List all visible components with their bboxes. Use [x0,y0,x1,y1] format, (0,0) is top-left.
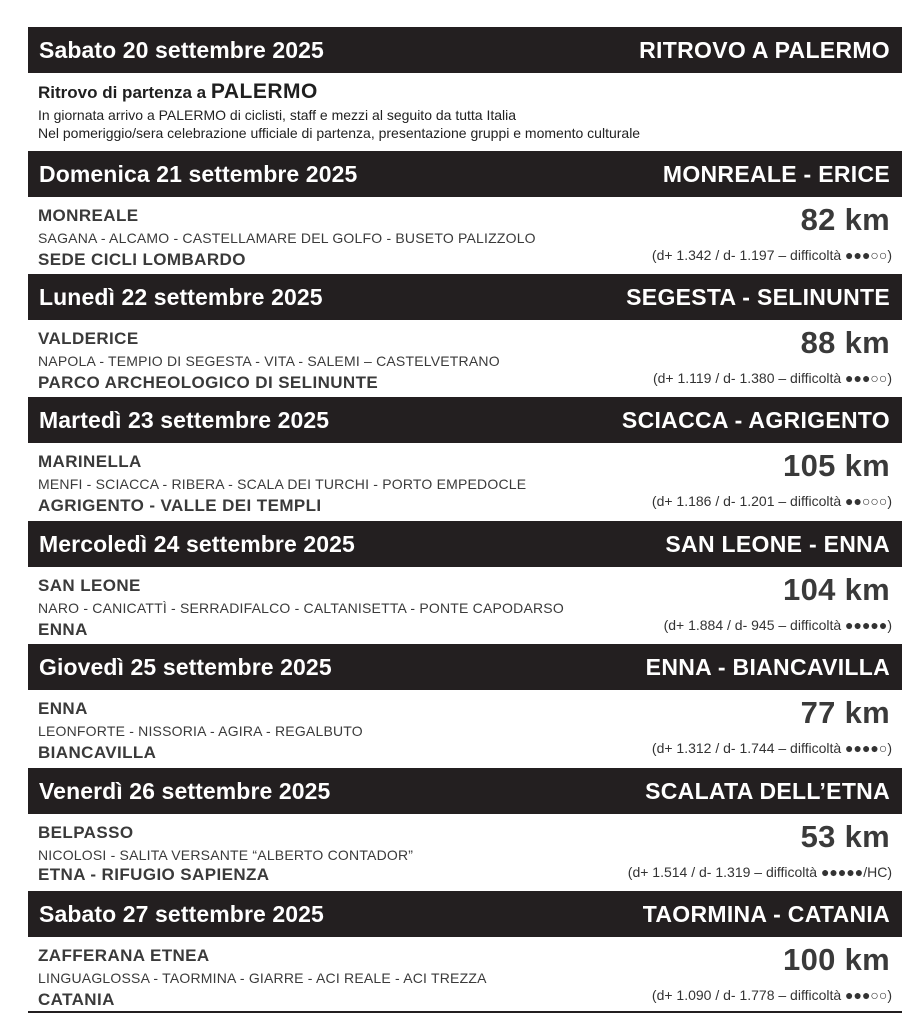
stage-via: LINGUAGLOSSA - TAORMINA - GIARRE - ACI REALE - ACI TREZZA [38,970,487,986]
day-date: Mercoledì 24 settembre 2025 [39,530,355,557]
stage-start: BELPASSO [38,823,134,842]
stage-distance: 105 km [783,448,890,483]
intro-line-1: In giornata arrivo a PALERMO di ciclisti, staff e mezzi al seguito da tutta Italia [38,107,517,123]
stage-start: ZAFFERANA ETNEA [38,946,210,965]
stage-distance: 100 km [783,942,890,977]
stage-start: ENNA [38,699,88,718]
stage-details [28,443,902,520]
stage-finish: CATANIA [38,990,115,1009]
day-date: Martedì 23 settembre 2025 [39,406,330,433]
stage-via: NICOLOSI - SALITA VERSANTE “ALBERTO CONTADOR” [38,847,414,863]
intro-line-2: Nel pomeriggio/sera celebrazione ufficiale di partenza, presentazione gruppi e momento culturale [38,125,641,141]
stage-details [28,320,902,397]
stage-distance: 53 km [800,819,890,854]
stage-details [28,567,902,644]
stage-finish: AGRIGENTO - VALLE DEI TEMPLI [38,496,322,515]
day-date: Lunedì 22 settembre 2025 [39,283,323,310]
day-header-bar [28,397,902,443]
stage-start: SAN LEONE [38,576,141,595]
day-date: Sabato 27 settembre 2025 [39,900,324,927]
day-header-bar [28,521,902,567]
stage-distance: 77 km [800,695,890,730]
stage-via: NARO - CANICATTÌ - SERRADIFALCO - CALTANISETTA - PONTE CAPODARSO [38,600,564,616]
stage-elevation-difficulty: (d+ 1.884 / d- 945 – difficoltà ●●●●●) [663,617,892,633]
bottom-rule [28,1011,902,1013]
stage-distance: 104 km [783,572,890,607]
stage-finish: BIANCAVILLA [38,743,157,762]
stage-via: SAGANA - ALCAMO - CASTELLAMARE DEL GOLFO - BUSETO PALIZZOLO [38,230,536,246]
day-route: ENNA - BIANCAVILLA [645,653,890,680]
stage-elevation-difficulty: (d+ 1.514 / d- 1.319 – difficoltà ●●●●●/HC) [627,864,892,880]
day-header-bar [28,891,902,937]
stage-details [28,814,902,891]
stage-via: MENFI - SCIACCA - RIBERA - SCALA DEI TURCHI - PORTO EMPEDOCLE [38,476,527,492]
day-route: MONREALE - ERICE [662,160,890,187]
day-route: SCIACCA - AGRIGENTO [621,406,890,433]
day-header-bar [28,274,902,320]
day-header-bar [28,27,902,73]
day-header-bar [28,644,902,690]
stage-via: LEONFORTE - NISSORIA - AGIRA - REGALBUTO [38,723,363,739]
day-date: Domenica 21 settembre 2025 [39,160,358,187]
stage-details [28,197,902,274]
intro-lead: Ritrovo di partenza a [38,83,211,102]
day-route: SCALATA DELL’ETNA [645,777,890,804]
stage-via: NAPOLA - TEMPIO DI SEGESTA - VITA - SALEMI – CASTELVETRANO [38,353,500,369]
day-route: SAN LEONE - ENNA [665,530,890,557]
stage-elevation-difficulty: (d+ 1.090 / d- 1.778 – difficoltà ●●●○○) [651,987,892,1003]
day-header-bar [28,151,902,197]
stage-finish: ETNA - RIFUGIO SAPIENZA [38,865,270,884]
intro-city: PALERMO [210,80,318,103]
stage-elevation-difficulty: (d+ 1.342 / d- 1.197 – difficoltà ●●●○○) [651,247,892,263]
day-date: Venerdì 26 settembre 2025 [39,777,331,804]
day-route: SEGESTA - SELINUNTE [626,283,890,310]
stage-start: VALDERICE [38,329,139,348]
intro-block [38,80,640,142]
stage-distance: 88 km [800,325,890,360]
day-route: RITROVO A PALERMO [639,36,890,63]
stage-finish: SEDE CICLI LOMBARDO [38,250,246,269]
stage-elevation-difficulty: (d+ 1.312 / d- 1.744 – difficoltà ●●●●○) [651,740,892,756]
stage-distance: 82 km [800,202,890,237]
stage-finish: PARCO ARCHEOLOGICO DI SELINUNTE [38,373,379,392]
stage-elevation-difficulty: (d+ 1.186 / d- 1.201 – difficoltà ●●○○○) [651,493,892,509]
day-date: Sabato 20 settembre 2025 [39,36,324,63]
day-route: TAORMINA - CATANIA [642,900,890,927]
day-date: Giovedì 25 settembre 2025 [39,653,332,680]
stage-details [28,937,902,1014]
stage-details [28,690,902,767]
day-header-bar [28,768,902,814]
stage-start: MARINELLA [38,452,142,471]
intro-title [38,80,640,104]
stage-finish: ENNA [38,620,88,639]
stage-start: MONREALE [38,206,139,225]
stage-elevation-difficulty: (d+ 1.119 / d- 1.380 – difficoltà ●●●○○) [652,370,892,386]
